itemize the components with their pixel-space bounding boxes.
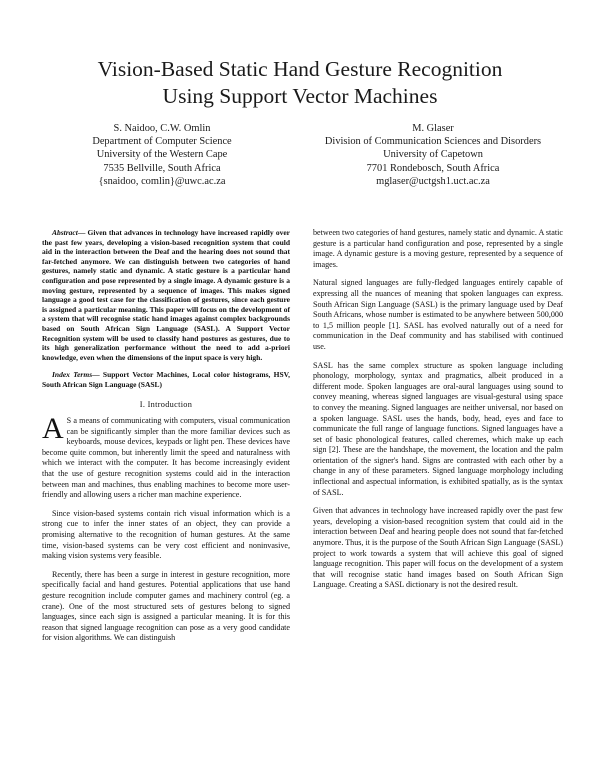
abstract-text: Given that advances in technology have increased rapidly over the past few years, developing a vision-based recognition system that could aid in the interaction between the Deaf and the hearing does not sound that far-fetched anymore. We can distinguish between two categories of hand gestures, namely static and dynamic. A static gesture is a particular hand configuration and pose represented by a single image. A dynamic gesture is a moving gesture, represented by a sequence of images. This makes signed language a good test case for the classification of gestures, since each gesture is assigned a particular meaning. This paper will focus on the development of a system that will recognise static hand images against complex backgrounds based on South African Sign Language (SASL). A Support Vector Recognition system will be used to classify hand postures as gestures, due to its high generalization performance without the need to add a-priori knowledge, even when the dimensions of the input space is very high. (42, 228, 290, 362)
right-paragraph-1: between two categories of hand gestures, namely static and dynamic. A static gesture is a particular hand configuration and pose, represented by a single image. A dynamic gesture is a moving gesture, represented by a sequence of images. (313, 228, 563, 269)
author-block-1 (42, 122, 282, 188)
index-terms-label: Index Terms (52, 370, 93, 380)
author-department: Division of Communication Sciences and Disorders (324, 136, 542, 148)
abstract-dash: — (77, 228, 86, 237)
right-column (313, 228, 563, 599)
author-email: mglaser@uctgsh1.uct.ac.za (376, 175, 490, 187)
author-email: {snaidoo, comlin}@uwc.ac.za (98, 175, 226, 187)
author-address: 7535 Bellville, South Africa (103, 162, 221, 174)
intro-paragraph-2: Since vision-based systems contain rich visual information which is a strong cue to infer the inner states of an object, they can provide a promising alternative to the recognition of human gestures. At the same time, vision-based systems can be very cost efficient and noninvasive, making vision systems very feasible. (42, 508, 290, 561)
author-institution: University of the Western Cape (96, 149, 228, 161)
right-paragraph-4: Given that advances in technology have increased rapidly over the past few years, developing a vision-based recognition system that could aid in the interaction between Deaf and hearing people does not sound that far-fetched anymore. Thus, it is the purpose of the South African Sign Language (SASL) project to work towards a system that will achieve this goal of signed language recognition. This paper will focus on the development of a system that will recognise static hand images based on South African Sign Language. Creating a SASL dictionary is not the desired result. (313, 506, 563, 590)
abstract-label: Abstract (52, 228, 78, 237)
abstract (42, 228, 290, 362)
author-names: M. Glaser (412, 123, 454, 134)
index-terms (42, 370, 290, 389)
intro-paragraph-1 (42, 412, 290, 501)
index-terms-dash: — (92, 370, 100, 380)
title-line-1: Vision-Based Static Hand Gesture Recognition (97, 57, 503, 81)
title-line-2: Using Support Vector Machines (162, 84, 438, 108)
intro-paragraph-3: Recently, there has been a surge in interest in gesture recognition, more specifically facial and hand gestures. Potential applications that use hand gesture recognition include computer games and machinery control (eg. a crane). One of the most structured sets of gestures belong to signed languages, since each sign is assigned a particular meaning. It is for this reason that signed language recognition can pose as a very good candidate for vision algorithms. We can distinguish (42, 569, 290, 643)
author-block-2 (298, 122, 568, 188)
author-address: 7701 Rondebosch, South Africa (366, 162, 500, 174)
author-names: S. Naidoo, C.W. Omlin (113, 123, 211, 134)
index-terms-text: Support Vector Machines, Local color histograms, HSV, South African Sign Language (SASL) (42, 370, 290, 389)
right-paragraph-2: Natural signed languages are fully-fledged languages entirely capable of expressing all the nuances of meaning that spoken languages can express. South African Sign Language (SASL) is the primary language used by Deaf South Africans, whose number is estimated to be anywhere between 500,000 to 1,5 million people [1]. SASL has evolved naturally out of a need for communication in the Deaf community and has stabilised with continued use. (313, 278, 563, 351)
right-paragraph-3: SASL has the same complex structure as spoken language including phonology, morphology, syntax and pragmatics, albeit produced in a different mode. Spoken languages are oral-aural languages using sound to convey meaning, whereas signed languages are visual-gestural using space to convey the meaning. Signed languages are neither universal, nor based on a spoken language. SASL uses the hands, body, head, eyes and face to communicate the full range of language functions. Signed languages have a set of basic phonological features, called cheremes, which make up each sign [2]. These are the handshape, the movement, the location and the palm orientation of the signer's hand. Signs are contrasted with each other by a change in any of these parameters. Signed language morphology including inflectional and aspectual information, is exhibited spatially, as is the syntax of SASL. (313, 360, 563, 497)
left-column (42, 228, 290, 652)
section-heading-introduction: I. Introduction (139, 399, 193, 409)
author-department: Department of Computer Science (92, 136, 232, 148)
intro-paragraph-1-text: S a means of communicating with computers, visual communication can be significantly simpler than the more familiar devices such as keyboards, mouse devices, keypads or light pen. These devices have become quite common, but inherently limit the speed and naturalness with which we interact with the computer. It has become increasingly evident that the use of gesture recognition systems could aid in the interaction between man and machines, thus enabling machines to become more user-friendly and allowing users a richer man machine experience. (42, 416, 290, 500)
author-institution: University of Capetown (383, 149, 483, 161)
dropcap-letter: A (42, 412, 64, 446)
paper-title (40, 56, 560, 110)
